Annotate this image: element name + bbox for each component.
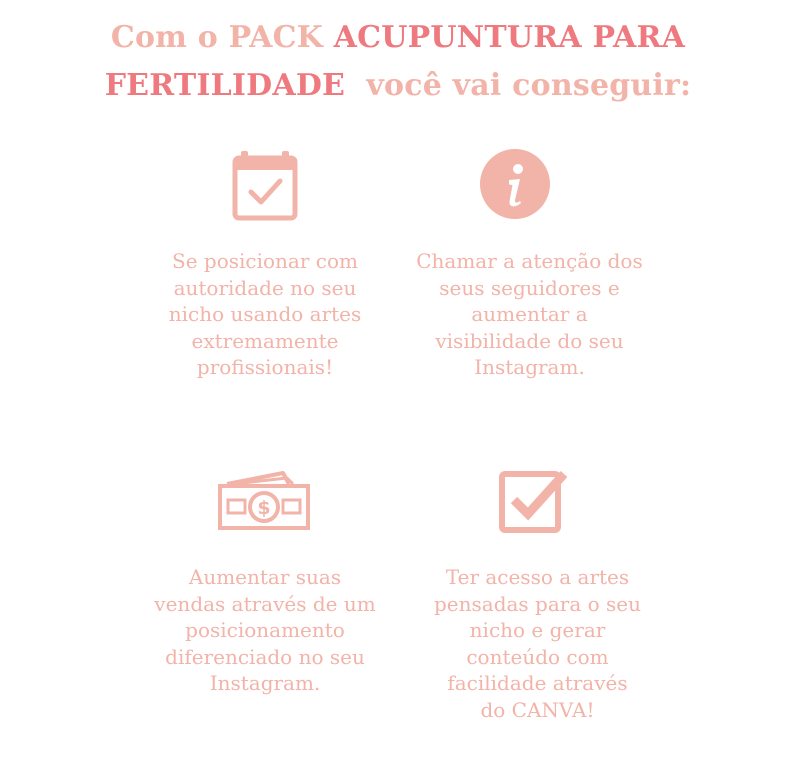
feature-attention-text <box>392 248 667 381</box>
feature-canva-access-text <box>400 564 675 723</box>
text-line: do CANVA! <box>480 697 595 722</box>
text-line: diferenciado no seu <box>165 644 365 669</box>
text-line: vendas através de um <box>154 591 376 616</box>
text-line: Instagram. <box>474 355 585 379</box>
headline-accent-1: ACUPUNTURA PARA <box>333 20 686 55</box>
headline-accent-2: FERTILIDADE <box>104 68 346 103</box>
feature-canva-access <box>400 462 675 732</box>
checkbox-icon <box>498 464 570 538</box>
headline-prefix: Com o PACK <box>110 20 334 55</box>
info-icon <box>479 148 551 224</box>
text-line: Instagram. <box>209 671 321 695</box>
text-line: Ter acesso a artes <box>445 565 630 589</box>
text-line: aumentar a <box>471 302 588 326</box>
feature-attention <box>392 140 667 400</box>
text-line: visibilidade do seu <box>435 328 624 353</box>
feature-authority-text <box>130 248 400 381</box>
feature-sales <box>130 462 400 722</box>
text-line: Chamar a atenção dos <box>416 249 643 273</box>
text-line: facilidade através <box>447 671 628 695</box>
headline-line-1 <box>0 14 796 62</box>
text-line: nicho e gerar <box>469 618 606 642</box>
headline-suffix: você vai conseguir: <box>345 68 692 103</box>
text-line: seus seguidores e <box>439 275 620 300</box>
calendar-check-icon <box>230 150 300 226</box>
headline-line-2 <box>0 62 796 110</box>
text-line: conteúdo com <box>466 644 609 669</box>
text-line: profissionais! <box>196 355 334 379</box>
feature-sales-text <box>130 564 400 697</box>
text-line: autoridade no seu <box>173 275 357 300</box>
svg-text:$: $ <box>257 497 271 519</box>
text-line: posicionamento <box>185 618 345 642</box>
money-bills-icon <box>217 470 311 536</box>
feature-authority <box>130 140 400 400</box>
text-line: extremamente <box>191 328 339 353</box>
text-line: pensadas para o seu <box>433 591 641 616</box>
text-line: Se posicionar com <box>172 249 358 273</box>
page-headline <box>0 14 796 110</box>
text-line: Aumentar suas <box>188 565 342 589</box>
text-line: nicho usando artes <box>168 302 362 326</box>
